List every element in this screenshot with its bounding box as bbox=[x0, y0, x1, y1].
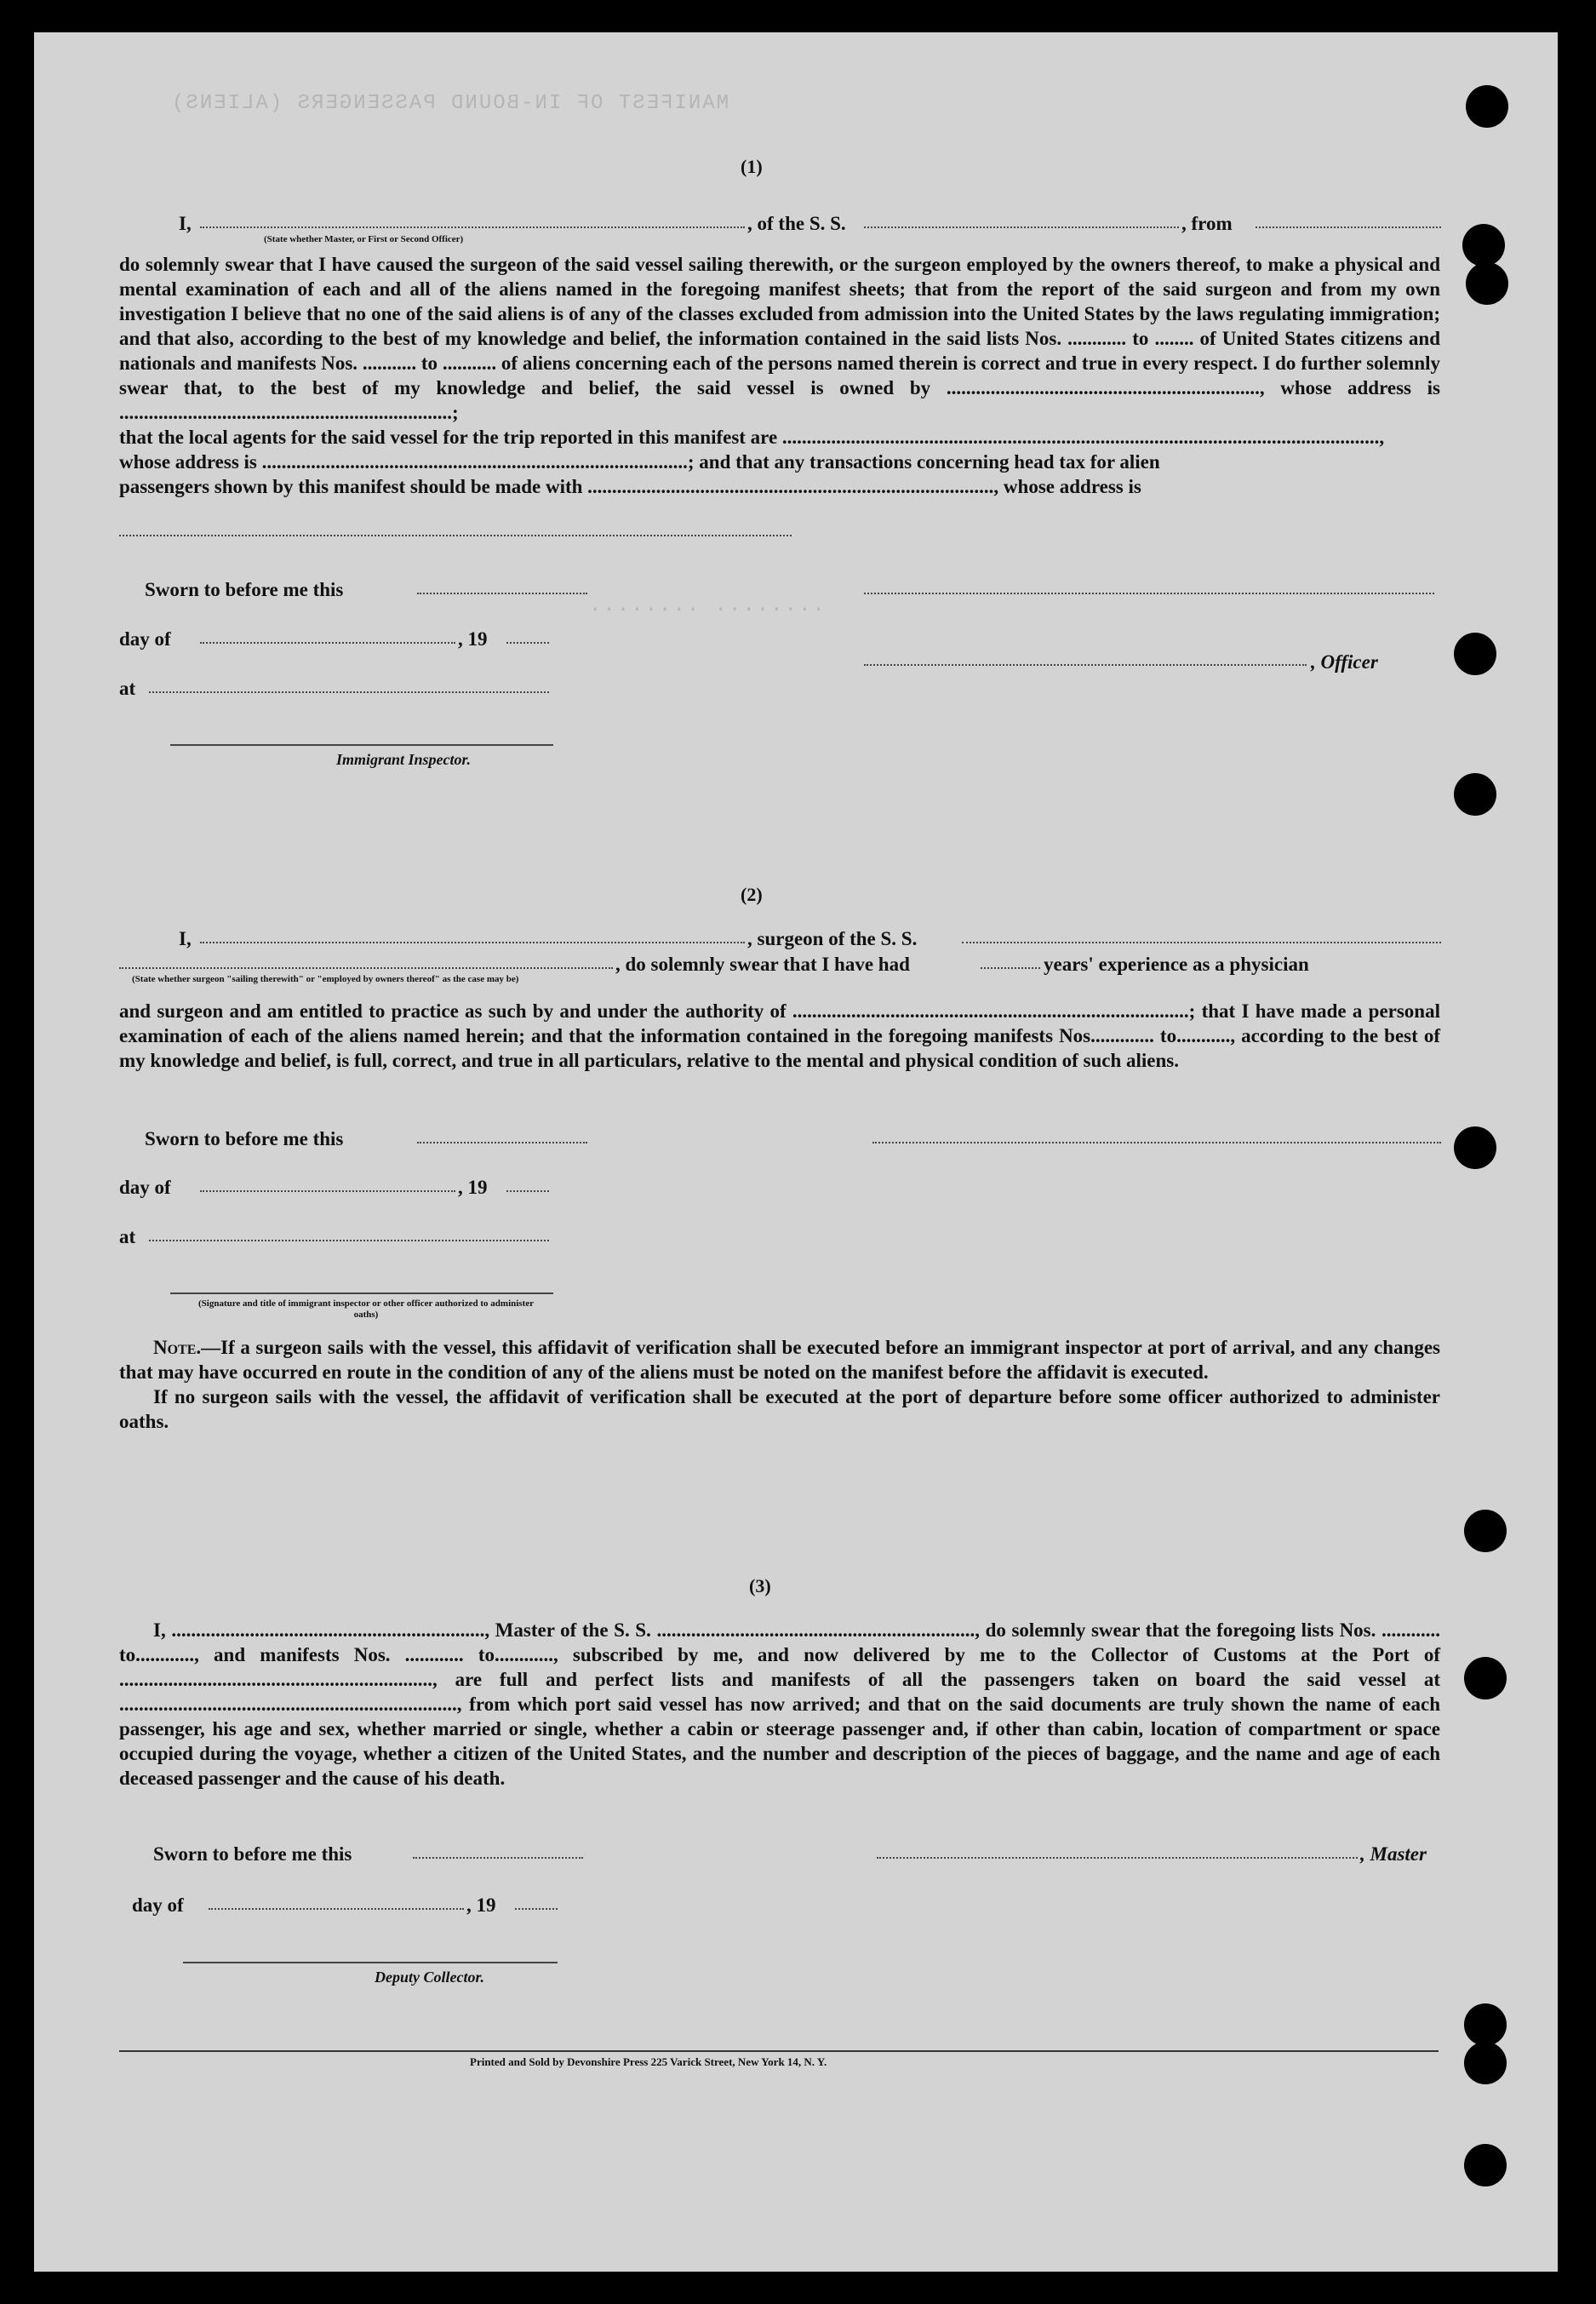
s2-surgeon-note: (State whether surgeon "sailing therewith" or "employed by owners thereof" as the case may be) bbox=[132, 974, 519, 984]
punch-hole bbox=[1464, 2042, 1507, 2084]
s1-of-ss: , of the S. S. bbox=[747, 213, 846, 234]
s3-day-of: day of bbox=[132, 1894, 184, 1916]
s2-years: years' experience as a physician bbox=[1044, 954, 1309, 975]
bleed-through-text: ........ ........ bbox=[587, 594, 825, 617]
s1-master-note: (State whether Master, or First or Second Officer) bbox=[264, 234, 464, 244]
s3-deputy-label: Deputy Collector. bbox=[375, 1969, 484, 1986]
s1-from: , from bbox=[1181, 213, 1233, 234]
s1-day-field[interactable] bbox=[200, 642, 455, 644]
s3-year-field[interactable] bbox=[515, 1908, 558, 1910]
punch-hole bbox=[1464, 2144, 1507, 2187]
punch-hole bbox=[1464, 1510, 1507, 1552]
section-2-label: (2) bbox=[741, 884, 763, 905]
s1-at-field[interactable] bbox=[149, 691, 549, 693]
punch-hole bbox=[1454, 633, 1496, 675]
s2-surgeon-name-field[interactable] bbox=[200, 942, 745, 943]
s2-note bbox=[119, 1335, 1440, 1434]
s3-sworn: Sworn to before me this bbox=[153, 1843, 352, 1865]
s3-paragraph: I, ................................................................, Master of the S. S. ................................................................., do solemnly swear that the foregoing lists Nos. ............ to............, and manifests Nos. ............ to............, subscribed by me, and now delivered by me to the Collector of Customs at the Port of ................................................................, are full and perfect lists and manifests of all the passengers taken on board the said vessel at ....................................................................., from which port said vessel has now arrived; and that on the said documents are truly shown the name of each passenger, his age and sex, whether married or single, whether a cabin or steerage passenger and, if other than cabin, location of compartment or space occupied during the voyage, whether a citizen of the United States, and the number and description of the pieces of baggage, and the name and age of each deceased passenger and the cause of his death. bbox=[119, 1619, 1440, 1789]
s2-day-of: day of bbox=[119, 1177, 171, 1198]
note-label: Note. bbox=[153, 1337, 202, 1358]
bleed-through-header: MANIFEST OF IN-BOUND PASSENGERS (ALIENS) bbox=[170, 92, 729, 115]
s3-master-signature-line[interactable] bbox=[877, 1857, 1358, 1859]
punch-hole bbox=[1466, 262, 1508, 305]
note-text-2: If no surgeon sails with the vessel, the affidavit of verification shall be executed at the port of departure before some officer authorized to administer oaths. bbox=[119, 1386, 1440, 1432]
vessel-name-field[interactable] bbox=[864, 226, 1179, 228]
printer-footer: Printed and Sold by Devonshire Press 225 Varick Street, New York 14, N. Y. bbox=[470, 2055, 827, 2068]
punch-hole bbox=[1466, 85, 1508, 128]
s1-year-field[interactable] bbox=[506, 642, 549, 644]
punch-hole bbox=[1462, 224, 1505, 267]
s1-inspector-line[interactable] bbox=[170, 744, 553, 746]
s2-sworn-field[interactable] bbox=[417, 1142, 587, 1143]
s3-master-label: , Master bbox=[1360, 1843, 1427, 1865]
s1-at: at bbox=[119, 678, 136, 699]
s1-paragraph: do solemnly swear that I have caused the surgeon of the said vessel sailing therewith, or the surgeon employed by the owners thereof, to make a physical and mental examination of each and all of the aliens named in the foregoing manifest sheets; that from the report of the said surgeon and from my own investigation I believe that no one of the said aliens is of any of the classes excluded from admission into the United States by the laws regulating immigration; and that also, according to the best of my knowledge and belief, the information contained in the said lists Nos. ............ to ........ of United States citizens and nationals and manifests Nos. ........... to ........... of aliens concerning each of the persons named therein is correct and true in every respect. I do further solemnly swear that, to the best of my knowledge and belief, the said vessel is owned by ................................................................, whose address is ....................................................................; that the local agents for the said vessel for the trip reported in this manifest are .........................................................................................................................., whose address is .......................................................................................; and that any transactions concerning head tax for alien passengers shown by this manifest should be made with ..................................................................................., whose address is bbox=[119, 254, 1440, 497]
s1-day-of: day of bbox=[119, 628, 171, 650]
s1-officer-signature-line[interactable] bbox=[864, 593, 1434, 594]
note-text: —If a surgeon sails with the vessel, this affidavit of verification shall be executed before an immigrant inspector at port of arrival, and any changes that may have occurred en route in the condition of any of the aliens must be noted on the manifest before the affidavit is executed. bbox=[119, 1337, 1440, 1383]
s1-officer-line[interactable] bbox=[864, 664, 1307, 666]
from-port-field[interactable] bbox=[1256, 226, 1441, 228]
s1-i: I, bbox=[179, 213, 192, 234]
section-3-label: (3) bbox=[749, 1575, 771, 1596]
section-1-label: (1) bbox=[741, 156, 763, 177]
s2-swear: , do solemnly swear that I have had bbox=[615, 954, 910, 975]
s2-type-field[interactable] bbox=[119, 967, 613, 969]
s1-officer-label: , Officer bbox=[1311, 651, 1378, 673]
s2-signature-note: (Signature and title of immigrant inspector or other officer authorized to administer oaths) bbox=[197, 1298, 535, 1320]
s1-19: , 19 bbox=[458, 628, 488, 650]
s2-i: I, bbox=[179, 928, 192, 949]
s2-19: , 19 bbox=[458, 1177, 488, 1198]
s2-paragraph: and surgeon and am entitled to practice as such by and under the authority of .................................................................................; that I have made a personal examination of each of the aliens named herein; and that the information contained in the foregoing manifests Nos............. to..........., according to the best of my knowledge and belief, is full, correct, and true in all particulars, relative to the mental and physical condition of such aliens. bbox=[119, 1000, 1440, 1071]
s2-sworn: Sworn to before me this bbox=[145, 1128, 344, 1149]
punch-hole bbox=[1464, 2003, 1507, 2046]
form-page bbox=[34, 32, 1558, 2272]
s1-address-field[interactable] bbox=[119, 535, 792, 536]
footer-rule bbox=[119, 2050, 1439, 2052]
s1-sworn: Sworn to before me this bbox=[145, 579, 344, 600]
s2-at: at bbox=[119, 1226, 136, 1247]
s2-at-field[interactable] bbox=[149, 1240, 549, 1241]
punch-hole bbox=[1454, 1126, 1496, 1169]
s2-surgeon-of: , surgeon of the S. S. bbox=[747, 928, 918, 949]
s3-19: , 19 bbox=[466, 1894, 496, 1916]
s2-vessel-field[interactable] bbox=[962, 942, 1441, 943]
s1-inspector-label: Immigrant Inspector. bbox=[336, 751, 472, 768]
s3-sworn-field[interactable] bbox=[413, 1857, 583, 1859]
s2-years-field[interactable] bbox=[981, 967, 1040, 969]
master-field[interactable] bbox=[200, 226, 745, 228]
s3-deputy-line[interactable] bbox=[183, 1962, 558, 1963]
s1-sworn-field[interactable] bbox=[417, 593, 587, 594]
punch-hole bbox=[1464, 1657, 1507, 1699]
s2-year-field[interactable] bbox=[506, 1190, 549, 1192]
s3-day-field[interactable] bbox=[209, 1908, 464, 1910]
punch-hole bbox=[1454, 773, 1496, 816]
s2-surgeon-signature-line[interactable] bbox=[872, 1142, 1441, 1143]
s2-day-field[interactable] bbox=[200, 1190, 455, 1192]
s2-inspector-line[interactable] bbox=[170, 1292, 553, 1294]
